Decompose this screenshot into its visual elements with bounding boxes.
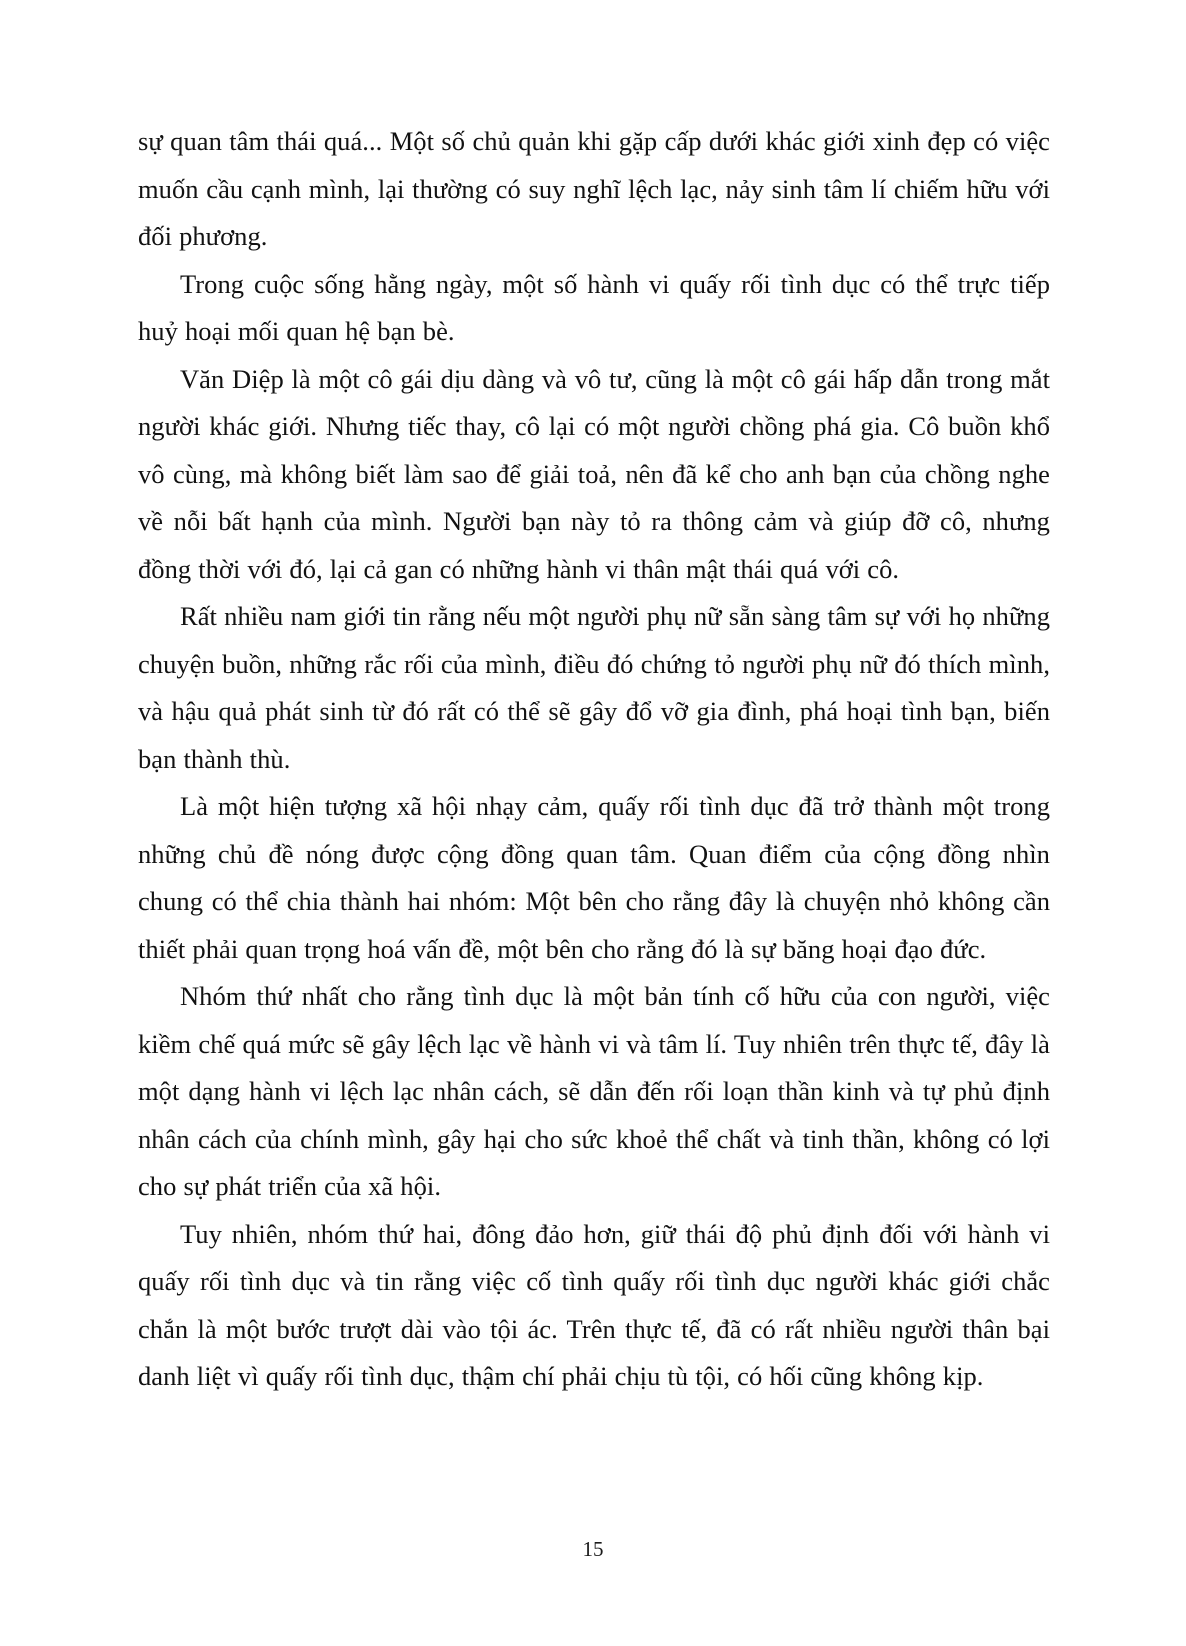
paragraph: sự quan tâm thái quá... Một số chủ quản khi gặp cấp dưới khác giới xinh đẹp có việc muốn cầu cạnh mình, lại thường có suy nghĩ lệch lạc, nảy sinh tâm lí chiếm hữu với đối phương. — [138, 126, 1050, 251]
page-number: 15 — [582, 1537, 604, 1561]
paragraph: Là một hiện tượng xã hội nhạy cảm, quấy rối tình dục đã trở thành một trong những chủ đề nóng được cộng đồng quan tâm. Quan điểm của cộng đồng nhìn chung có thể chia thành hai nhóm: Một bên cho rằng đây là chuyện nhỏ không cần thiết phải quan trọng hoá vấn đề, một bên cho rằng đó là sự băng hoại đạo đức. — [138, 791, 1050, 964]
paragraph: Nhóm thứ nhất cho rằng tình dục là một bản tính cố hữu của con người, việc kiềm chế quá mức sẽ gây lệch lạc về hành vi và tâm lí. Tuy nhiên trên thực tế, đây là một dạng hành vi lệch lạc nhân cách, sẽ dẫn đến rối loạn thần kinh và tự phủ định nhân cách của chính mình, gây hại cho sức khoẻ thể chất và tinh thần, không có lợi cho sự phát triển của xã hội. — [138, 981, 1050, 1201]
paragraph: Trong cuộc sống hằng ngày, một số hành vi quấy rối tình dục có thể trực tiếp huỷ hoại mối quan hệ bạn bè. — [138, 268, 1050, 346]
paragraph: Rất nhiều nam giới tin rằng nếu một người phụ nữ sẵn sàng tâm sự với họ những chuyện buồn, những rắc rối của mình, điều đó chứng tỏ người phụ nữ đó thích mình, và hậu quả phát sinh từ đó rất có thể sẽ gây đổ vỡ gia đình, phá hoại tình bạn, biến bạn thành thù. — [138, 601, 1050, 774]
paragraph: Tuy nhiên, nhóm thứ hai, đông đảo hơn, giữ thái độ phủ định đối với hành vi quấy rối tình dục và tin rằng việc cố tình quấy rối tình dục người khác giới chắc chắn là một bước trượt dài vào tội ác. Trên thực tế, đã có rất nhiều người thân bại danh liệt vì quấy rối tình dục, thậm chí phải chịu tù tội, có hối cũng không kịp. — [138, 1218, 1050, 1391]
page-body — [138, 118, 1050, 1401]
paragraph: Văn Diệp là một cô gái dịu dàng và vô tư, cũng là một cô gái hấp dẫn trong mắt người khác giới. Nhưng tiếc thay, cô lại có một người chồng phá gia. Cô buồn khổ vô cùng, mà không biết làm sao để giải toả, nên đã kể cho anh bạn của chồng nghe về nỗi bất hạnh của mình. Người bạn này tỏ ra thông cảm và giúp đỡ cô, nhưng đồng thời với đó, lại cả gan có những hành vi thân mật thái quá với cô. — [138, 363, 1050, 584]
